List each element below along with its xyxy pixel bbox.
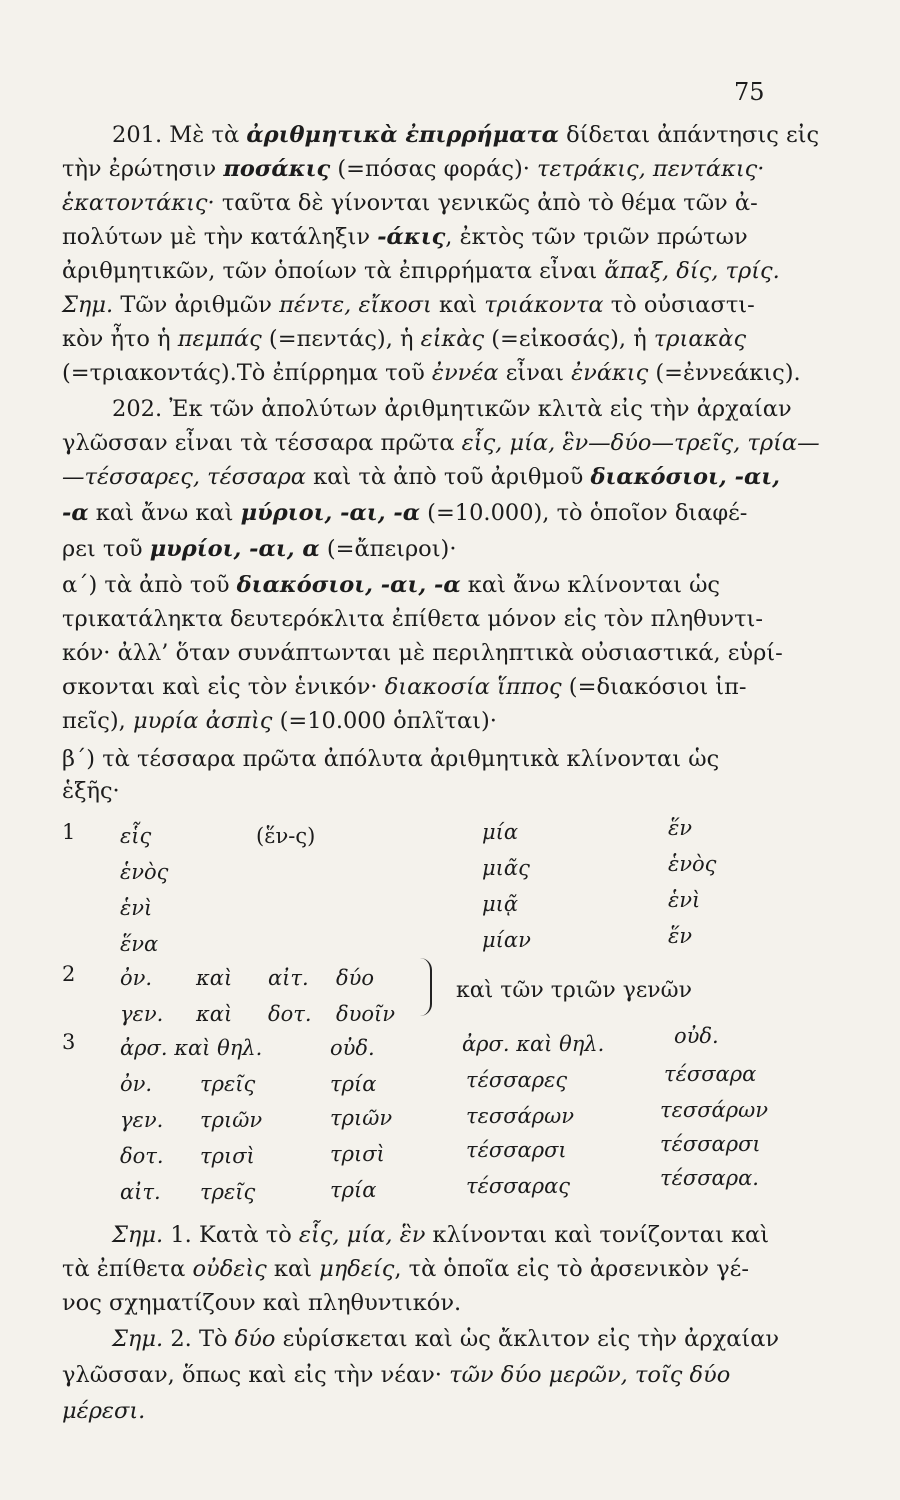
header-masc-fem-3: ἀρσ. καὶ θηλ. bbox=[120, 1036, 263, 1060]
page-number: 75 bbox=[734, 78, 765, 106]
two-case-1a: ὀν. bbox=[120, 966, 153, 990]
header-neut-3: οὐδ. bbox=[330, 1036, 375, 1060]
four-neut-nom: τέσσαρα bbox=[664, 1062, 757, 1086]
p202-line-10: πεῖς), μυρία ἀσπὶς (=10.000 ὁπλῖται)· bbox=[62, 708, 497, 734]
neut-dat: ἑνὶ bbox=[668, 888, 701, 912]
p201-note-line-1: Σημ. Τῶν ἀριθμῶν πέντε, εἴκοσι καὶ τριάκοντα τὸ οὐσιαστι- bbox=[62, 292, 755, 318]
two-conj-1: καὶ bbox=[196, 966, 233, 990]
fem-acc: μίαν bbox=[482, 928, 531, 952]
p202-line-7: τρικατάληκτα δευτερόκλιτα ἐπίθετα μόνον εἰς τὸν πληθυντι- bbox=[62, 606, 763, 632]
case-nom: ὀν. bbox=[120, 1072, 153, 1096]
p202-line-9: σκονται καὶ εἰς τὸν ἑνικόν· διακοσία ἵππος (=διακόσιοι ἱπ- bbox=[62, 674, 747, 700]
p201-note-line-3: (=τριακοντάς).Τὸ ἐπίρρημα τοῦ ἐννέα εἶναι ἐνάκις (=ἐννεάκις). bbox=[62, 360, 801, 386]
p201-line-2: τὴν ἐρώτησιν ποσάκις (=πόσας φοράς)· τετράκις, πεντάκις· bbox=[62, 156, 765, 182]
p202-line-1: 202. Ἐκ τῶν ἀπολύτων ἀριθμητικῶν κλιτὰ εἰς τὴν ἀρχαίαν bbox=[112, 396, 792, 422]
row-number-1: 1 bbox=[62, 820, 76, 844]
p201-line-1: 201. Μὲ τὰ ἀριθμητικὰ ἐπιρρήματα δίδεται ἀπάντησις εἰς bbox=[112, 122, 820, 148]
p202-line-5: ρει τοῦ μυρίοι, -αι, α (=ἄπειροι)· bbox=[62, 536, 457, 562]
fem-dat: μιᾷ bbox=[482, 892, 519, 916]
note2-line-3: μέρεσι. bbox=[62, 1398, 146, 1424]
p202-line-8: κόν· ἀλλ’ ὅταν συνάπτωνται μὲ περιληπτικὰ οὐσιαστικά, εὑρί- bbox=[62, 640, 783, 666]
note1-line-3: νος σχηματίζουν καὶ πληθυντικόν. bbox=[62, 1290, 462, 1316]
p201-line-5: ἀριθμητικῶν, τῶν ὁποίων τὰ ἐπιρρήματα εἶναι ἅπαξ, δίς, τρίς. bbox=[62, 258, 780, 284]
three-neut-nom: τρία bbox=[330, 1072, 377, 1096]
masc-acc: ἕνα bbox=[120, 932, 159, 956]
p202-line-4: -α καὶ ἄνω καὶ μύριοι, -αι, -α (=10.000), τὸ ὁποῖον διαφέ- bbox=[62, 500, 748, 526]
p202-line-6: α΄) τὰ ἀπὸ τοῦ διακόσιοι, -αι, -α καὶ ἄνω κλίνονται ὡς bbox=[62, 572, 721, 598]
neut-gen: ἑνὸς bbox=[668, 852, 717, 876]
four-masc-gen: τεσσάρων bbox=[466, 1104, 574, 1128]
fem-nom: μία bbox=[482, 820, 519, 844]
row-number-3: 3 bbox=[62, 1030, 76, 1054]
three-masc-gen: τριῶν bbox=[200, 1108, 263, 1132]
two-conj-2: καὶ bbox=[196, 1002, 233, 1026]
three-neut-dat: τρισὶ bbox=[330, 1142, 385, 1166]
two-case-2a: γεν. bbox=[120, 1002, 164, 1026]
note1-line-1: Σημ. 1. Κατὰ τὸ εἷς, μία, ἓν κλίνονται καὶ τονίζονται καὶ bbox=[112, 1222, 770, 1248]
stem-note: (ἕν-ς) bbox=[256, 824, 316, 848]
p201-note-line-2: κὸν ἦτο ἡ πεμπάς (=πεντάς), ἡ εἰκὰς (=εἰκοσάς), ἡ τριακὰς bbox=[62, 326, 747, 352]
neut-nom: ἕν bbox=[668, 816, 693, 840]
p201-line-4: πολύτων μὲ τὴν κατάληξιν -άκις, ἐκτὸς τῶν τριῶν πρώτων bbox=[62, 224, 748, 250]
neut-acc: ἕν bbox=[668, 924, 693, 948]
four-masc-nom: τέσσαρες bbox=[466, 1068, 568, 1092]
three-neut-gen: τριῶν bbox=[330, 1106, 393, 1130]
p202-line-3: —τέσσαρες, τέσσαρα καὶ τὰ ἀπὸ τοῦ ἀριθμοῦ διακόσιοι, -αι, bbox=[62, 464, 780, 490]
note1-line-2: τὰ ἐπίθετα οὐδεὶς καὶ μηδείς, τὰ ὁποῖα εἰς τὸ ἀρσενικὸν γέ- bbox=[62, 1256, 749, 1282]
four-neut-dat: τέσσαρσι bbox=[660, 1132, 761, 1156]
two-form-1: δύο bbox=[336, 966, 375, 990]
two-form-2: δυοῖν bbox=[336, 1002, 396, 1026]
header-neut-4: οὐδ. bbox=[674, 1024, 719, 1048]
header-masc-fem-4: ἀρσ. καὶ θηλ. bbox=[462, 1032, 605, 1056]
case-gen: γεν. bbox=[120, 1108, 164, 1132]
note2-line-2: γλῶσσαν, ὅπως καὶ εἰς τὴν νέαν· τῶν δύο μερῶν, τοῖς δύο bbox=[62, 1362, 731, 1388]
four-masc-dat: τέσσαρσι bbox=[466, 1138, 567, 1162]
masc-gen: ἑνὸς bbox=[120, 860, 169, 884]
four-masc-acc: τέσσαρας bbox=[466, 1174, 571, 1198]
two-case-2b: δοτ. bbox=[268, 1002, 312, 1026]
four-neut-gen: τεσσάρων bbox=[660, 1098, 768, 1122]
fem-gen: μιᾶς bbox=[482, 856, 530, 880]
p202-line-11: β΄) τὰ τέσσαρα πρῶτα ἀπόλυτα ἀριθμητικὰ κλίνονται ὡς bbox=[62, 746, 720, 772]
three-masc-dat: τρισὶ bbox=[200, 1144, 255, 1168]
row-number-2: 2 bbox=[62, 962, 76, 986]
p201-line-3: ἑκατοντάκις· ταῦτα δὲ γίνονται γενικῶς ἀπὸ τὸ θέμα τῶν ἀ- bbox=[62, 190, 758, 216]
case-dat: δοτ. bbox=[120, 1144, 164, 1168]
masc-dat: ἑνὶ bbox=[120, 896, 153, 920]
three-neut-acc: τρία bbox=[330, 1178, 377, 1202]
three-masc-nom: τρεῖς bbox=[200, 1072, 256, 1096]
three-masc-acc: τρεῖς bbox=[200, 1180, 256, 1204]
masc-nom: εἷς bbox=[120, 824, 152, 848]
two-case-1b: αἰτ. bbox=[268, 966, 309, 990]
note2-line-1: Σημ. 2. Τὸ δύο εὑρίσκεται καὶ ὡς ἄκλιτον εἰς τὴν ἀρχαίαν bbox=[112, 1326, 780, 1352]
all-genders-label: καὶ τῶν τριῶν γενῶν bbox=[456, 978, 692, 1003]
p202-line-2: γλῶσσαν εἶναι τὰ τέσσαρα πρῶτα εἷς, μία, ἓν—δύο—τρεῖς, τρία— bbox=[62, 430, 820, 456]
curly-brace bbox=[420, 958, 432, 1016]
case-acc: αἰτ. bbox=[120, 1180, 161, 1204]
four-neut-acc: τέσσαρα. bbox=[660, 1166, 759, 1190]
p202-line-12: ἑξῆς· bbox=[62, 778, 120, 804]
